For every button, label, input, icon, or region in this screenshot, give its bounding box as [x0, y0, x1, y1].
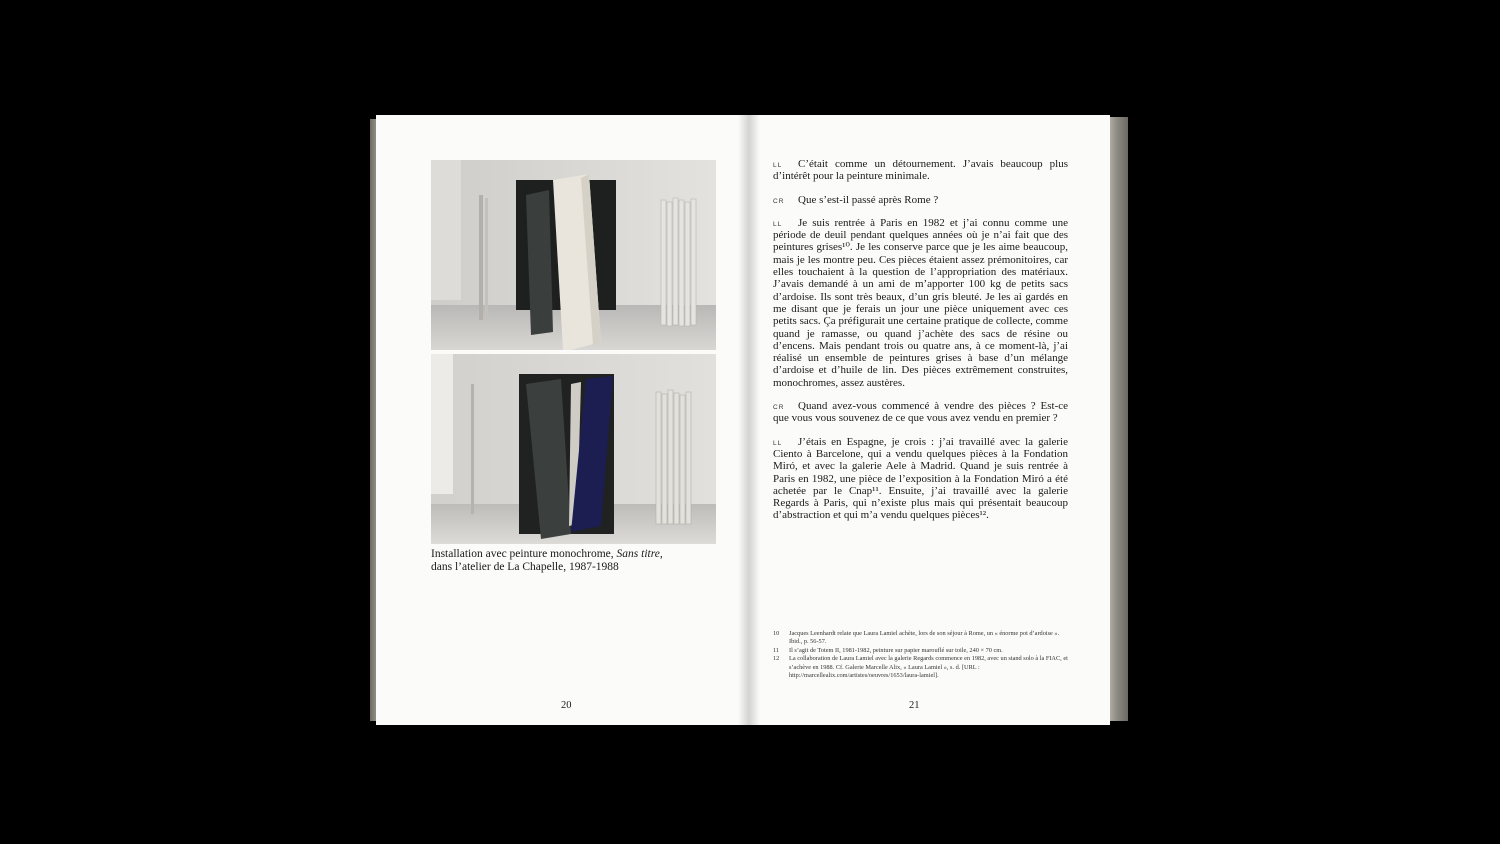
footnote-text: Jacques Leenhardt relate que Laura Lamiel achète, lors de son séjour à Rome, un « énorme pot d’ardoise ». Ibid., p. 56-57.	[789, 630, 1060, 646]
interview-text	[773, 158, 1068, 533]
book-edge-right	[1108, 117, 1128, 721]
paragraph-text: C’était comme un détournement. J’avais beaucoup plus d’intérêt pour la peinture minimale.	[773, 158, 1068, 183]
footnote	[773, 647, 1068, 655]
right-page	[749, 115, 1110, 725]
caption-line1: Installation avec peinture monochrome,	[431, 548, 614, 560]
installation-photo-top	[431, 160, 716, 350]
photo-caption	[431, 548, 721, 574]
footnote-number: 10	[773, 630, 780, 637]
speaker-label: CR	[773, 197, 785, 205]
paragraph-text: Que s’est-il passé après Rome ?	[798, 193, 939, 206]
footnotes	[773, 630, 1068, 680]
caption-title: Sans titre	[616, 548, 660, 560]
footnote-text: La collaboration de Laura Lamiel avec la galerie Regards commence en 1982, avec un stand solo à la FIAC, et s’achève en 1988. Cf. Galerie Marcelle Alix, « Laura Lamiel », s. d. [URL : http://marcellealix.com/artistes/oeuvres/1653/laura-lamiel].	[789, 655, 1068, 680]
speaker-label: LL	[773, 439, 783, 447]
interview-paragraph	[773, 217, 1068, 389]
installation-photo-bottom	[431, 354, 716, 544]
open-book	[366, 113, 1132, 729]
interview-paragraph	[773, 400, 1068, 425]
paragraph-text: Je suis rentrée à Paris en 1982 et j’ai connu comme une période de deuil pendant quelques années où je n’ai fait que des peintures grises¹⁰. Je les conserve parce que je les aime beaucoup, mais je les montre peu. Ces pièces étaient assez prémonitoires, car elles touchaient à la question de l’appropriation des matériaux. J’avais demandé à un ami de m’apporter 100 kg de petits sacs d’ardoise. Ils sont très beaux, d’un gris bleuté. Je les ai gardés en me disant que je ferais un jour une pièce uniquement avec ces petits sacs. Ça préfigurait une certaine pratique de collecte, comme quand je ramasse, ou quand j’achète des sacs de résine ou d’encens. Mais pendant trois ou quatre ans, à ce moment-là, j’ai réalisé un ensemble de peintures grises à base d’un mélange d’ardoise et d’huile de lin. Des pièces extrêmement construites, monochromes, assez austères.	[773, 216, 1068, 389]
footnote-number: 11	[773, 646, 780, 654]
interview-paragraph	[773, 436, 1068, 522]
page-number-left: 20	[561, 700, 572, 711]
speaker-label: CR	[773, 404, 785, 412]
paragraph-text: Quand avez-vous commencé à vendre des pièces ? Est-ce que vous vous souvenez de ce que vous avez vendu en premier ?	[773, 400, 1068, 425]
book-gutter	[738, 115, 760, 725]
footnote	[773, 655, 1068, 680]
interview-paragraph	[773, 158, 1068, 183]
interview-paragraph	[773, 194, 1068, 206]
footnote	[773, 630, 1068, 647]
left-page	[376, 115, 749, 725]
speaker-label: LL	[773, 162, 783, 169]
caption-line2: dans l’atelier de La Chapelle, 1987-1988	[431, 561, 619, 573]
speaker-label: LL	[773, 220, 783, 228]
page-number-right: 21	[909, 700, 920, 711]
caption-comma: ,	[659, 548, 663, 560]
footnote-text: Il s’agit de Totem II, 1981-1982, peinture sur papier marouflé sur toile, 240 × 70 cm.	[789, 646, 1003, 654]
paragraph-text: J’étais en Espagne, je crois : j’ai travaillé avec la galerie Ciento à Barcelone, qui a vendu quelques pièces à la Fondation Miró, et avec la galerie Aele à Madrid. Quand je suis rentrée à Paris en 1982, une pièce de l’exposition à la Fondation Miró a été achetée par le Cnap¹¹. Ensuite, j’ai travaillé avec la galerie Regards à Paris, qui n’existe plus mais qui présentait beaucoup d’abstraction et qui m’a vendu quelques pièces¹².	[773, 435, 1068, 522]
footnote-number: 12	[773, 655, 780, 663]
